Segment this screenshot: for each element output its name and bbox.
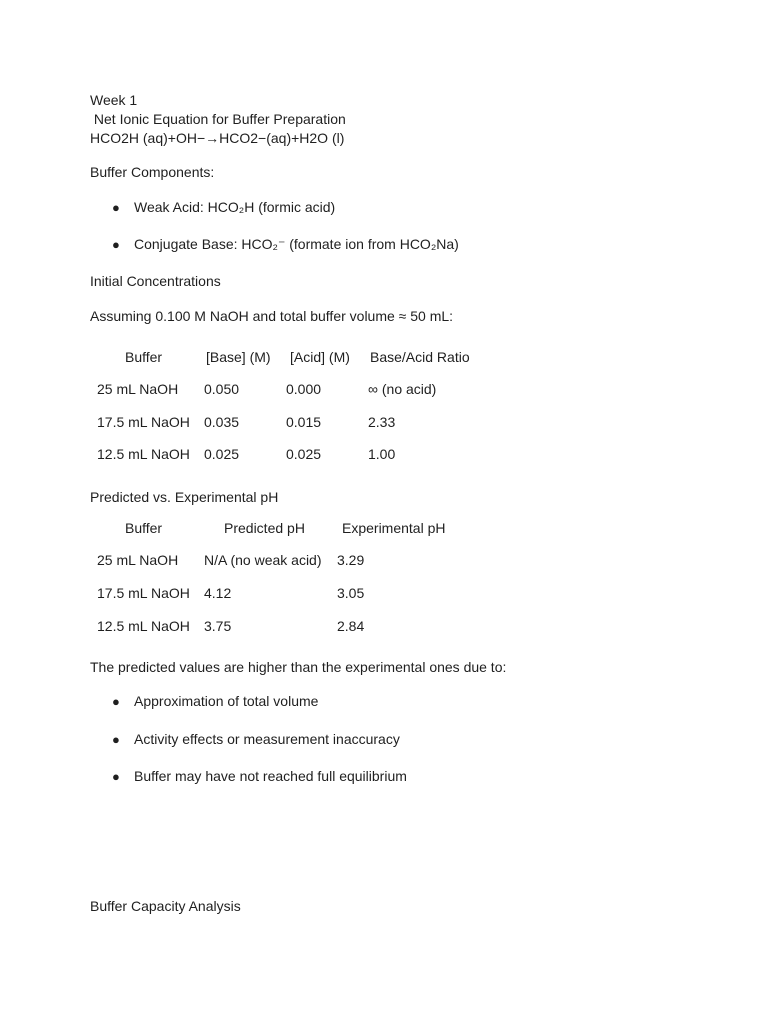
component-item-conjugate-base: ● Conjugate Base: HCO₂⁻ (formate ion from HCO₂Na) bbox=[112, 236, 459, 252]
ph-title: Predicted vs. Experimental pH bbox=[90, 489, 279, 505]
discussion-item: ● Activity effects or measurement inaccuracy bbox=[112, 731, 400, 747]
table-cell: 25 mL NaOH bbox=[97, 381, 179, 397]
component-item-weak-acid: ● Weak Acid: HCO₂H (formic acid) bbox=[112, 199, 336, 215]
discussion-item: ● Approximation of total volume bbox=[112, 693, 319, 709]
table-header-cell: Base/Acid Ratio bbox=[370, 349, 470, 365]
table-cell: 0.000 bbox=[286, 381, 322, 397]
table-cell: 3.05 bbox=[337, 585, 365, 601]
bullet-icon: ● bbox=[112, 200, 120, 215]
table-cell: 3.29 bbox=[337, 552, 365, 568]
discussion-intro: The predicted values are higher than the experimental ones due to: bbox=[90, 659, 507, 675]
concentrations-assumption: Assuming 0.100 M NaOH and total buffer volume ≈ 50 mL: bbox=[90, 308, 454, 324]
table-cell: 0.025 bbox=[286, 446, 322, 462]
discussion-item: ● Buffer may have not reached full equilibrium bbox=[112, 768, 407, 784]
table-cell: 3.75 bbox=[204, 618, 232, 634]
table-cell: 0.015 bbox=[286, 414, 322, 430]
table-cell: 12.5 mL NaOH bbox=[97, 446, 190, 462]
table-cell: 0.050 bbox=[204, 381, 240, 397]
table-cell: 17.5 mL NaOH bbox=[97, 585, 190, 601]
table-cell: 17.5 mL NaOH bbox=[97, 414, 190, 430]
table-cell: N/A (no weak acid) bbox=[204, 552, 322, 568]
table-cell: 2.84 bbox=[337, 618, 365, 634]
bullet-icon: ● bbox=[112, 694, 120, 709]
table-cell: 25 mL NaOH bbox=[97, 552, 179, 568]
table-cell: 0.035 bbox=[204, 414, 240, 430]
table-header-cell: Buffer bbox=[125, 349, 163, 365]
table-cell: ∞ (no acid) bbox=[368, 381, 437, 397]
table-cell: 12.5 mL NaOH bbox=[97, 618, 190, 634]
table-header-cell: Predicted pH bbox=[224, 520, 305, 536]
bullet-icon: ● bbox=[112, 769, 120, 784]
equation-title: Net Ionic Equation for Buffer Preparation bbox=[90, 111, 346, 127]
table-header-cell: [Base] (M) bbox=[206, 349, 271, 365]
table-header-cell: Buffer bbox=[125, 520, 163, 536]
bullet-icon: ● bbox=[112, 237, 120, 252]
table-header-cell: [Acid] (M) bbox=[290, 349, 350, 365]
capacity-title: Buffer Capacity Analysis bbox=[90, 898, 241, 914]
table-header-cell: Experimental pH bbox=[342, 520, 446, 536]
table-cell: 1.00 bbox=[368, 446, 396, 462]
table-cell: 4.12 bbox=[204, 585, 232, 601]
net-ionic-equation: HCO2H (aq)+OH−→HCO2−(aq)+H2O (l) bbox=[90, 130, 345, 146]
table-cell: 0.025 bbox=[204, 446, 240, 462]
table-cell: 2.33 bbox=[368, 414, 396, 430]
concentrations-title: Initial Concentrations bbox=[90, 273, 221, 289]
components-title: Buffer Components: bbox=[90, 164, 215, 180]
bullet-icon: ● bbox=[112, 732, 120, 747]
week-heading: Week 1 bbox=[90, 92, 138, 108]
